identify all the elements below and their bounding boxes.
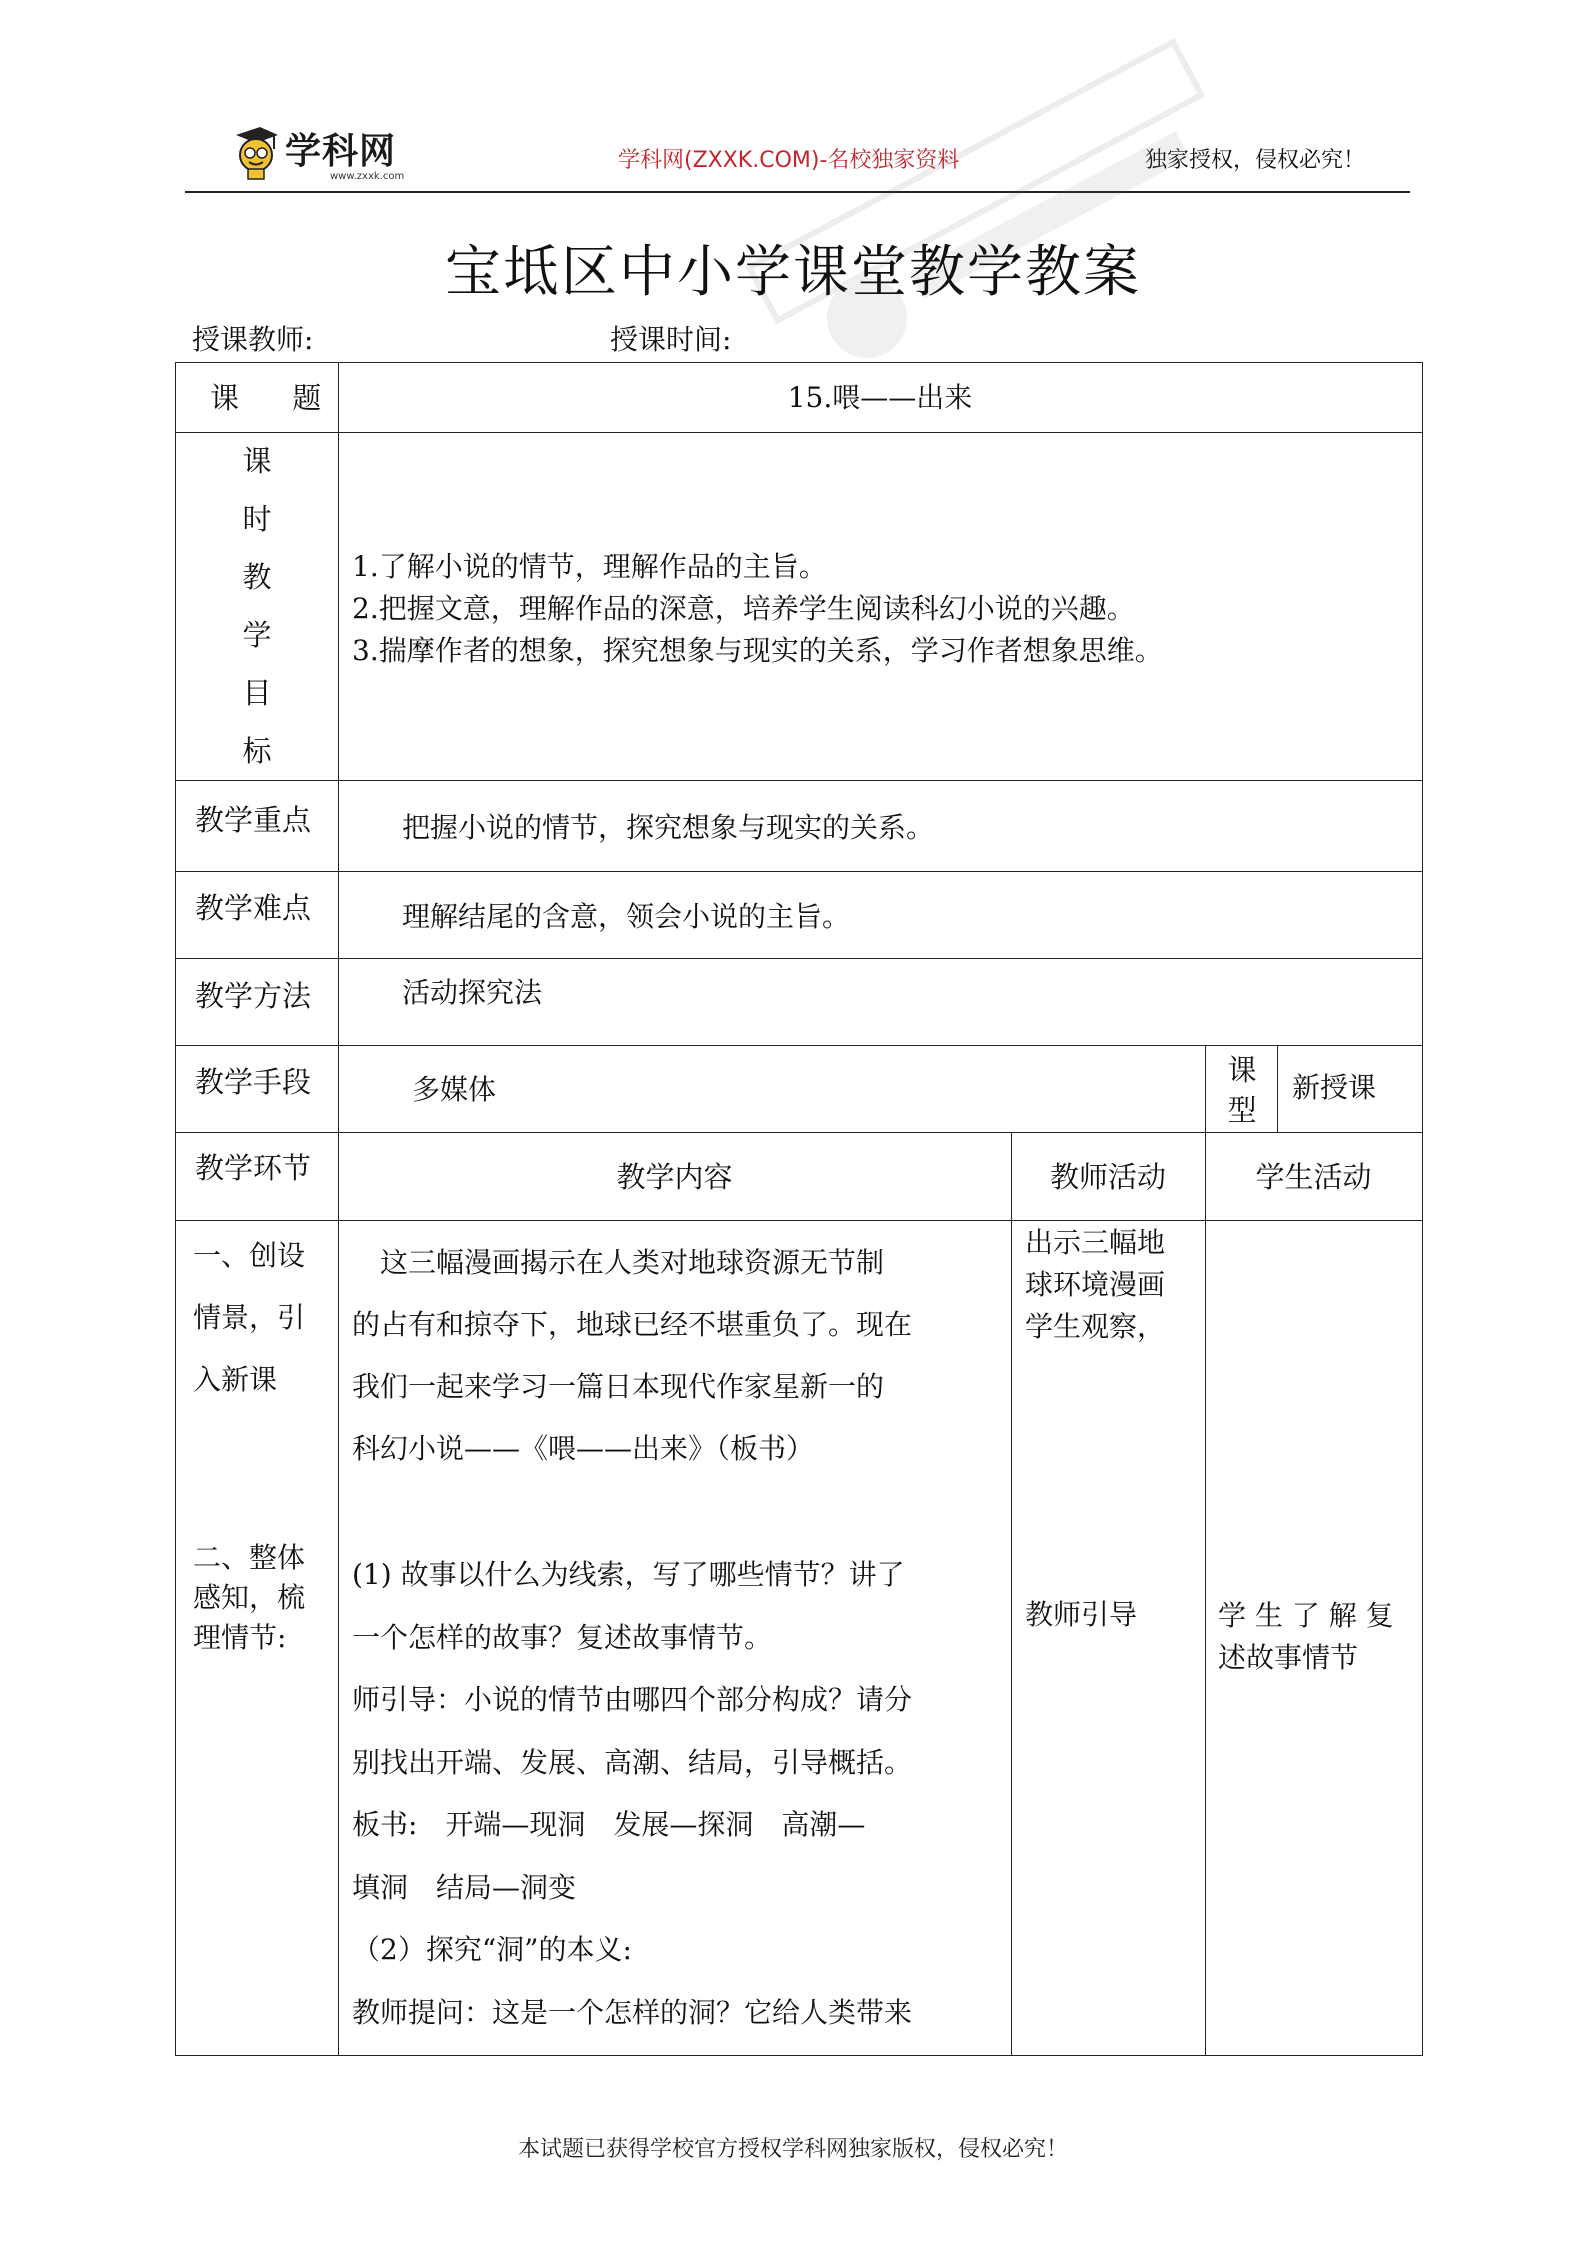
content-line: 别找出开端、发展、高潮、结局，引导概括。: [352, 1745, 913, 1779]
topic-label: 课 题: [210, 381, 344, 415]
mascot-icon: [230, 125, 282, 181]
means-label: 教学手段: [195, 1065, 312, 1099]
table-border: [1422, 362, 1423, 2055]
column-header-content: 教学内容: [616, 1160, 733, 1194]
content-line: 一个怎样的故事？复述故事情节。: [352, 1620, 773, 1654]
header-copyright: 独家授权，侵权必究！: [1144, 148, 1365, 173]
table-divider: [175, 780, 1423, 781]
header-source: 学科网(ZXXK.COM)-名校独家资料: [618, 148, 960, 173]
table-divider: [175, 1045, 1423, 1046]
table-divider: [338, 362, 339, 2055]
page-footer: 本试题已获得学校官方授权学科网独家版权，侵权必究！: [517, 2137, 1068, 2162]
time-label: 授课时间:: [610, 323, 732, 356]
difficulty-label: 教学难点: [195, 891, 312, 925]
content-intro: [352, 1232, 1002, 1480]
content-line: 师引导：小说的情节由哪四个部分构成？请分: [352, 1683, 913, 1716]
content-line: 的占有和掠夺下，地球已经不堪重负了。现在: [352, 1308, 913, 1341]
content-line: 我们一起来学习一篇日本现代作家星新一的: [352, 1370, 885, 1403]
teacher-label: 授课教师:: [192, 323, 314, 356]
method-label: 教学方法: [195, 979, 312, 1013]
method-value: 活动探究法: [402, 976, 543, 1009]
column-header-stage: 教学环节: [195, 1151, 312, 1185]
goal-item: 1.了解小说的情节，理解作品的主旨。: [352, 550, 827, 583]
table-border: [175, 362, 176, 2055]
content-line: （2）探究“洞”的本义:: [352, 1933, 632, 1966]
content-line: 这三幅漫画揭示在人类对地球资源无节制: [352, 1246, 885, 1279]
logo: [230, 123, 420, 183]
goal-item: 2.把握文意，理解作品的深意，培养学生阅读科幻小说的兴趣。: [352, 592, 1135, 625]
content-line: 板书: 开端—现洞 发展—探洞 高潮—: [352, 1808, 866, 1841]
table-divider: [175, 432, 1423, 433]
key-value: 把握小说的情节，探究想象与现实的关系。: [402, 811, 935, 844]
table-divider: [1277, 1045, 1278, 1132]
logo-text: 学科网: [285, 131, 397, 172]
table-border: [175, 362, 1423, 363]
goals-label: 课 时 教 学 目 标: [242, 444, 272, 768]
column-header-student: 学生活动: [1255, 1160, 1372, 1194]
topic-value: 15.喂——出来: [787, 381, 973, 414]
table-divider: [175, 958, 1423, 959]
stage-2: 二、整体 感知，梳 理情节:: [193, 1541, 306, 1654]
page-title: 宝坻区中小学课堂教学教案: [445, 240, 1141, 305]
content-plot: [352, 1544, 1002, 2044]
type-value: 新授课: [1292, 1071, 1377, 1104]
goals-list: [352, 546, 1163, 672]
content-line: 教师提问：这是一个怎样的洞？它给人类带来: [352, 1995, 913, 2029]
teacher-activity-1: 出示三幅地 球环境漫画 学生观察，: [1025, 1226, 1166, 1343]
goal-item: 3.揣摩作者的想象，探究想象与现实的关系，学习作者想象思维。: [352, 634, 1163, 667]
column-header-teacher: 教师活动: [1049, 1160, 1166, 1194]
means-value: 多媒体: [412, 1073, 497, 1106]
type-label: 课 型: [1227, 1053, 1257, 1127]
content-line: 填洞 结局—洞变: [352, 1870, 577, 1904]
student-activity-2: 学 生 了 解 复 述故事情节: [1218, 1599, 1394, 1674]
table-divider: [1011, 1132, 1012, 2055]
logo-url: www.zxxk.com: [330, 171, 405, 182]
stage-1: 一、创设 情景，引 入新课: [193, 1239, 306, 1396]
table-border: [175, 2055, 1423, 2056]
table-divider: [175, 1220, 1423, 1221]
teacher-activity-2: 教师引导: [1025, 1598, 1138, 1631]
page-header: [185, 115, 1410, 193]
key-label: 教学重点: [195, 803, 312, 837]
table-divider: [175, 1132, 1423, 1133]
table-divider: [175, 871, 1423, 872]
difficulty-value: 理解结尾的含意，领会小说的主旨。: [402, 900, 851, 933]
content-line: (1) 故事以什么为线索，写了哪些情节？讲了: [352, 1558, 905, 1591]
content-line: 科幻小说——《喂——出来》（板书）: [352, 1432, 815, 1465]
